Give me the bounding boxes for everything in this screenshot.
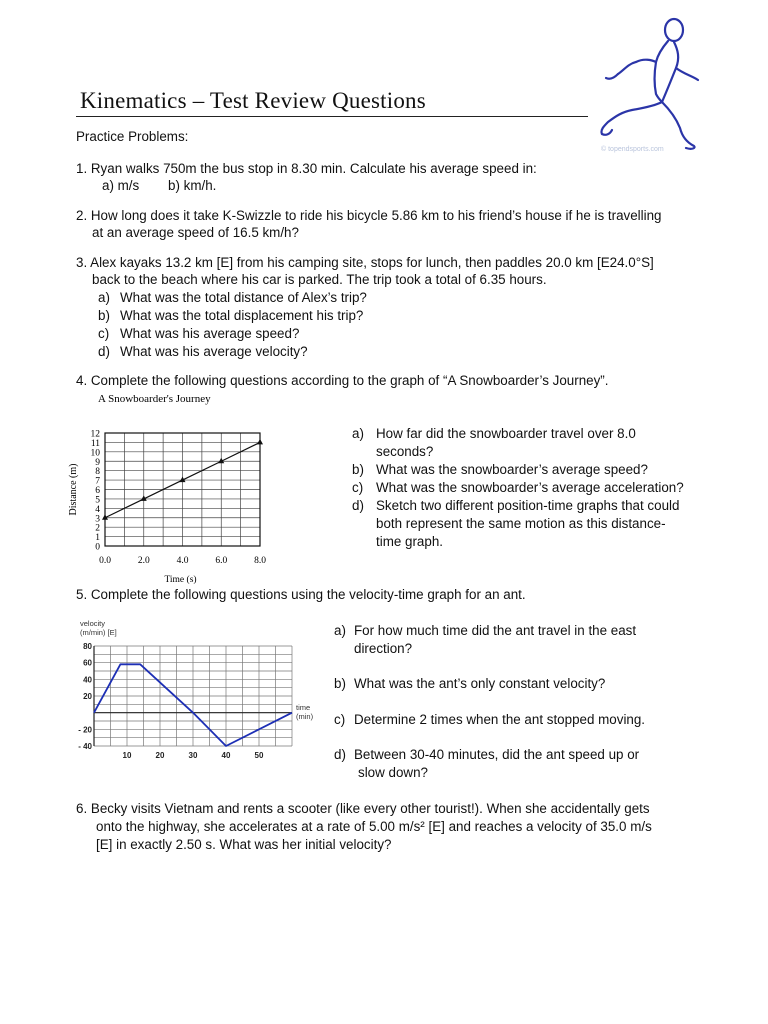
chart1-title: A Snowboarder's Journey xyxy=(98,393,211,405)
chart1-y-tick-label: 3 xyxy=(95,514,100,525)
chart1-y-tick-label: 7 xyxy=(95,476,100,487)
chart1-y-tick-label: 2 xyxy=(95,523,100,534)
q5-part-d-line1: Between 30-40 minutes, did the ant speed up or xyxy=(354,747,640,762)
q3-part-b-label: b) xyxy=(98,308,110,323)
q3-part-d-text: What was his average velocity? xyxy=(120,344,308,359)
q6-text-line1: 6. Becky visits Vietnam and rents a scooter (like every other tourist!). When she accidentally gets xyxy=(76,801,650,816)
q3-text-line2: back to the beach where his car is parked. The trip took a total of 6.35 hours. xyxy=(92,272,547,287)
ant-velocity-time-chart xyxy=(76,616,326,766)
chart1-y-tick-label: 9 xyxy=(95,457,100,468)
chart1-y-tick-label: 1 xyxy=(95,533,100,544)
q5-text: 5. Complete the following questions using the velocity-time graph for an ant. xyxy=(76,587,526,602)
q3-part-d-label: d) xyxy=(98,344,110,359)
q4-part-b-line1: What was the snowboarder’s average speed? xyxy=(376,462,648,477)
q5-part-c-line1: Determine 2 times when the ant stopped moving. xyxy=(354,712,646,727)
chart1-data-point xyxy=(257,439,263,445)
q6-text-line3: [E] in exactly 2.50 s. What was her initial velocity? xyxy=(96,837,392,852)
chart2-y-axis-label: (m/min) [E] xyxy=(80,628,117,637)
chart2-y-tick-label: 20 xyxy=(83,692,92,701)
q5-part-d-line2: slow down? xyxy=(358,765,428,780)
q4-part-d-line2: both represent the same motion as this distance- xyxy=(376,516,666,531)
q5-part-d-label: d) xyxy=(334,747,346,762)
chart2-x-tick-label: 10 xyxy=(122,751,132,760)
chart2-x-tick-label: 20 xyxy=(155,751,165,760)
q4-part-d-line1: Sketch two different position-time graphs that could xyxy=(376,498,680,513)
chart1-y-tick-label: 0 xyxy=(95,542,100,553)
q5-part-a-line2: direction? xyxy=(354,641,413,656)
q4-part-c-label: c) xyxy=(352,480,364,495)
q3-part-a-text: What was the total distance of Alex’s trip? xyxy=(120,290,367,305)
q4-part-a-label: a) xyxy=(352,426,364,441)
q3-part-b-text: What was the total displacement his trip? xyxy=(120,308,364,323)
chart1-x-tick-label: 4.0 xyxy=(176,556,189,566)
chart2-y-tick-label: 40 xyxy=(83,675,92,685)
q5-part-a-line1: For how much time did the ant travel in the east xyxy=(354,623,637,638)
chart2-y-tick-label: - 20 xyxy=(78,725,92,735)
chart1-y-tick-label: 11 xyxy=(90,438,100,449)
q1-option-a: a) m/s xyxy=(102,178,140,193)
q2-text-line1: 2. How long does it take K-Swizzle to ride his bicycle 5.86 km to his friend’s house if he is travelling xyxy=(76,208,662,223)
chart2-x-axis-label: (min) xyxy=(296,712,314,721)
q5-part-a-label: a) xyxy=(334,623,346,638)
q3-part-a-label: a) xyxy=(98,290,110,305)
chart2-x-axis-label: time xyxy=(296,703,311,712)
chart1-x-tick-label: 0.0 xyxy=(99,556,111,566)
q4-part-a-line2: seconds? xyxy=(376,444,434,459)
page-title: Kinematics – Test Review Questions xyxy=(80,88,426,113)
chart1-y-tick-label: 6 xyxy=(95,486,100,496)
copyright-text: © topendsports.com xyxy=(601,146,664,153)
q4-part-b-label: b) xyxy=(352,462,364,477)
chart1-y-tick-label: 12 xyxy=(90,429,100,440)
chart1-x-tick-label: 2.0 xyxy=(137,556,150,566)
chart1-x-axis-label: Time (s) xyxy=(164,575,197,585)
q4-part-c-line1: What was the snowboarder’s average acceleration? xyxy=(376,480,684,495)
q2-text-line2: at an average speed of 16.5 km/h? xyxy=(92,225,299,240)
q1-option-b: b) km/h. xyxy=(168,178,217,193)
chart1-x-tick-label: 6.0 xyxy=(215,556,228,566)
q5-part-b-label: b) xyxy=(334,676,346,691)
section-label: Practice Problems: xyxy=(76,129,189,144)
snowboarder-distance-time-chart xyxy=(62,388,284,588)
q3-part-c-label: c) xyxy=(98,326,110,341)
q1-text: 1. Ryan walks 750m the bus stop in 8.30 min. Calculate his average speed in: xyxy=(76,161,537,176)
title-underline xyxy=(76,116,588,117)
chart1-y-tick-label: 10 xyxy=(90,448,100,459)
chart2-y-tick-label: - 40 xyxy=(78,742,92,751)
chart1-y-tick-label: 5 xyxy=(95,495,100,506)
chart1-y-tick-label: 8 xyxy=(95,467,100,478)
q4-part-d-line3: time graph. xyxy=(376,534,443,549)
chart1-y-axis-label: Distance (m) xyxy=(68,463,79,516)
chart2-x-tick-label: 40 xyxy=(221,751,231,760)
q4-part-d-label: d) xyxy=(352,498,364,513)
chart2-y-axis-label: velocity xyxy=(80,619,106,628)
q5-part-c-label: c) xyxy=(334,712,346,727)
q3-text-line1: 3. Alex kayaks 13.2 km [E] from his camping site, stops for lunch, then paddles 20.0 km [E24.0°S] xyxy=(76,255,654,270)
runner-logo-icon xyxy=(592,14,704,152)
chart1-y-tick-label: 4 xyxy=(95,504,100,515)
chart1-x-tick-label: 8.0 xyxy=(254,556,266,566)
q5-part-b-line1: What was the ant’s only constant velocity? xyxy=(354,676,606,691)
q6-text-line2: onto the highway, she accelerates at a rate of 5.00 m/s² [E] and reaches a velocity of 35.0 m/s xyxy=(96,819,652,834)
chart2-y-tick-label: 80 xyxy=(83,642,92,651)
q4-text: 4. Complete the following questions according to the graph of “A Snowboarder’s Journey”. xyxy=(76,373,609,388)
chart2-x-tick-label: 30 xyxy=(188,751,198,760)
chart2-x-tick-label: 50 xyxy=(254,751,264,760)
q4-part-a-line1: How far did the snowboarder travel over 8.0 xyxy=(376,426,636,441)
chart2-y-tick-label: 60 xyxy=(83,658,92,668)
q3-part-c-text: What was his average speed? xyxy=(120,326,300,341)
